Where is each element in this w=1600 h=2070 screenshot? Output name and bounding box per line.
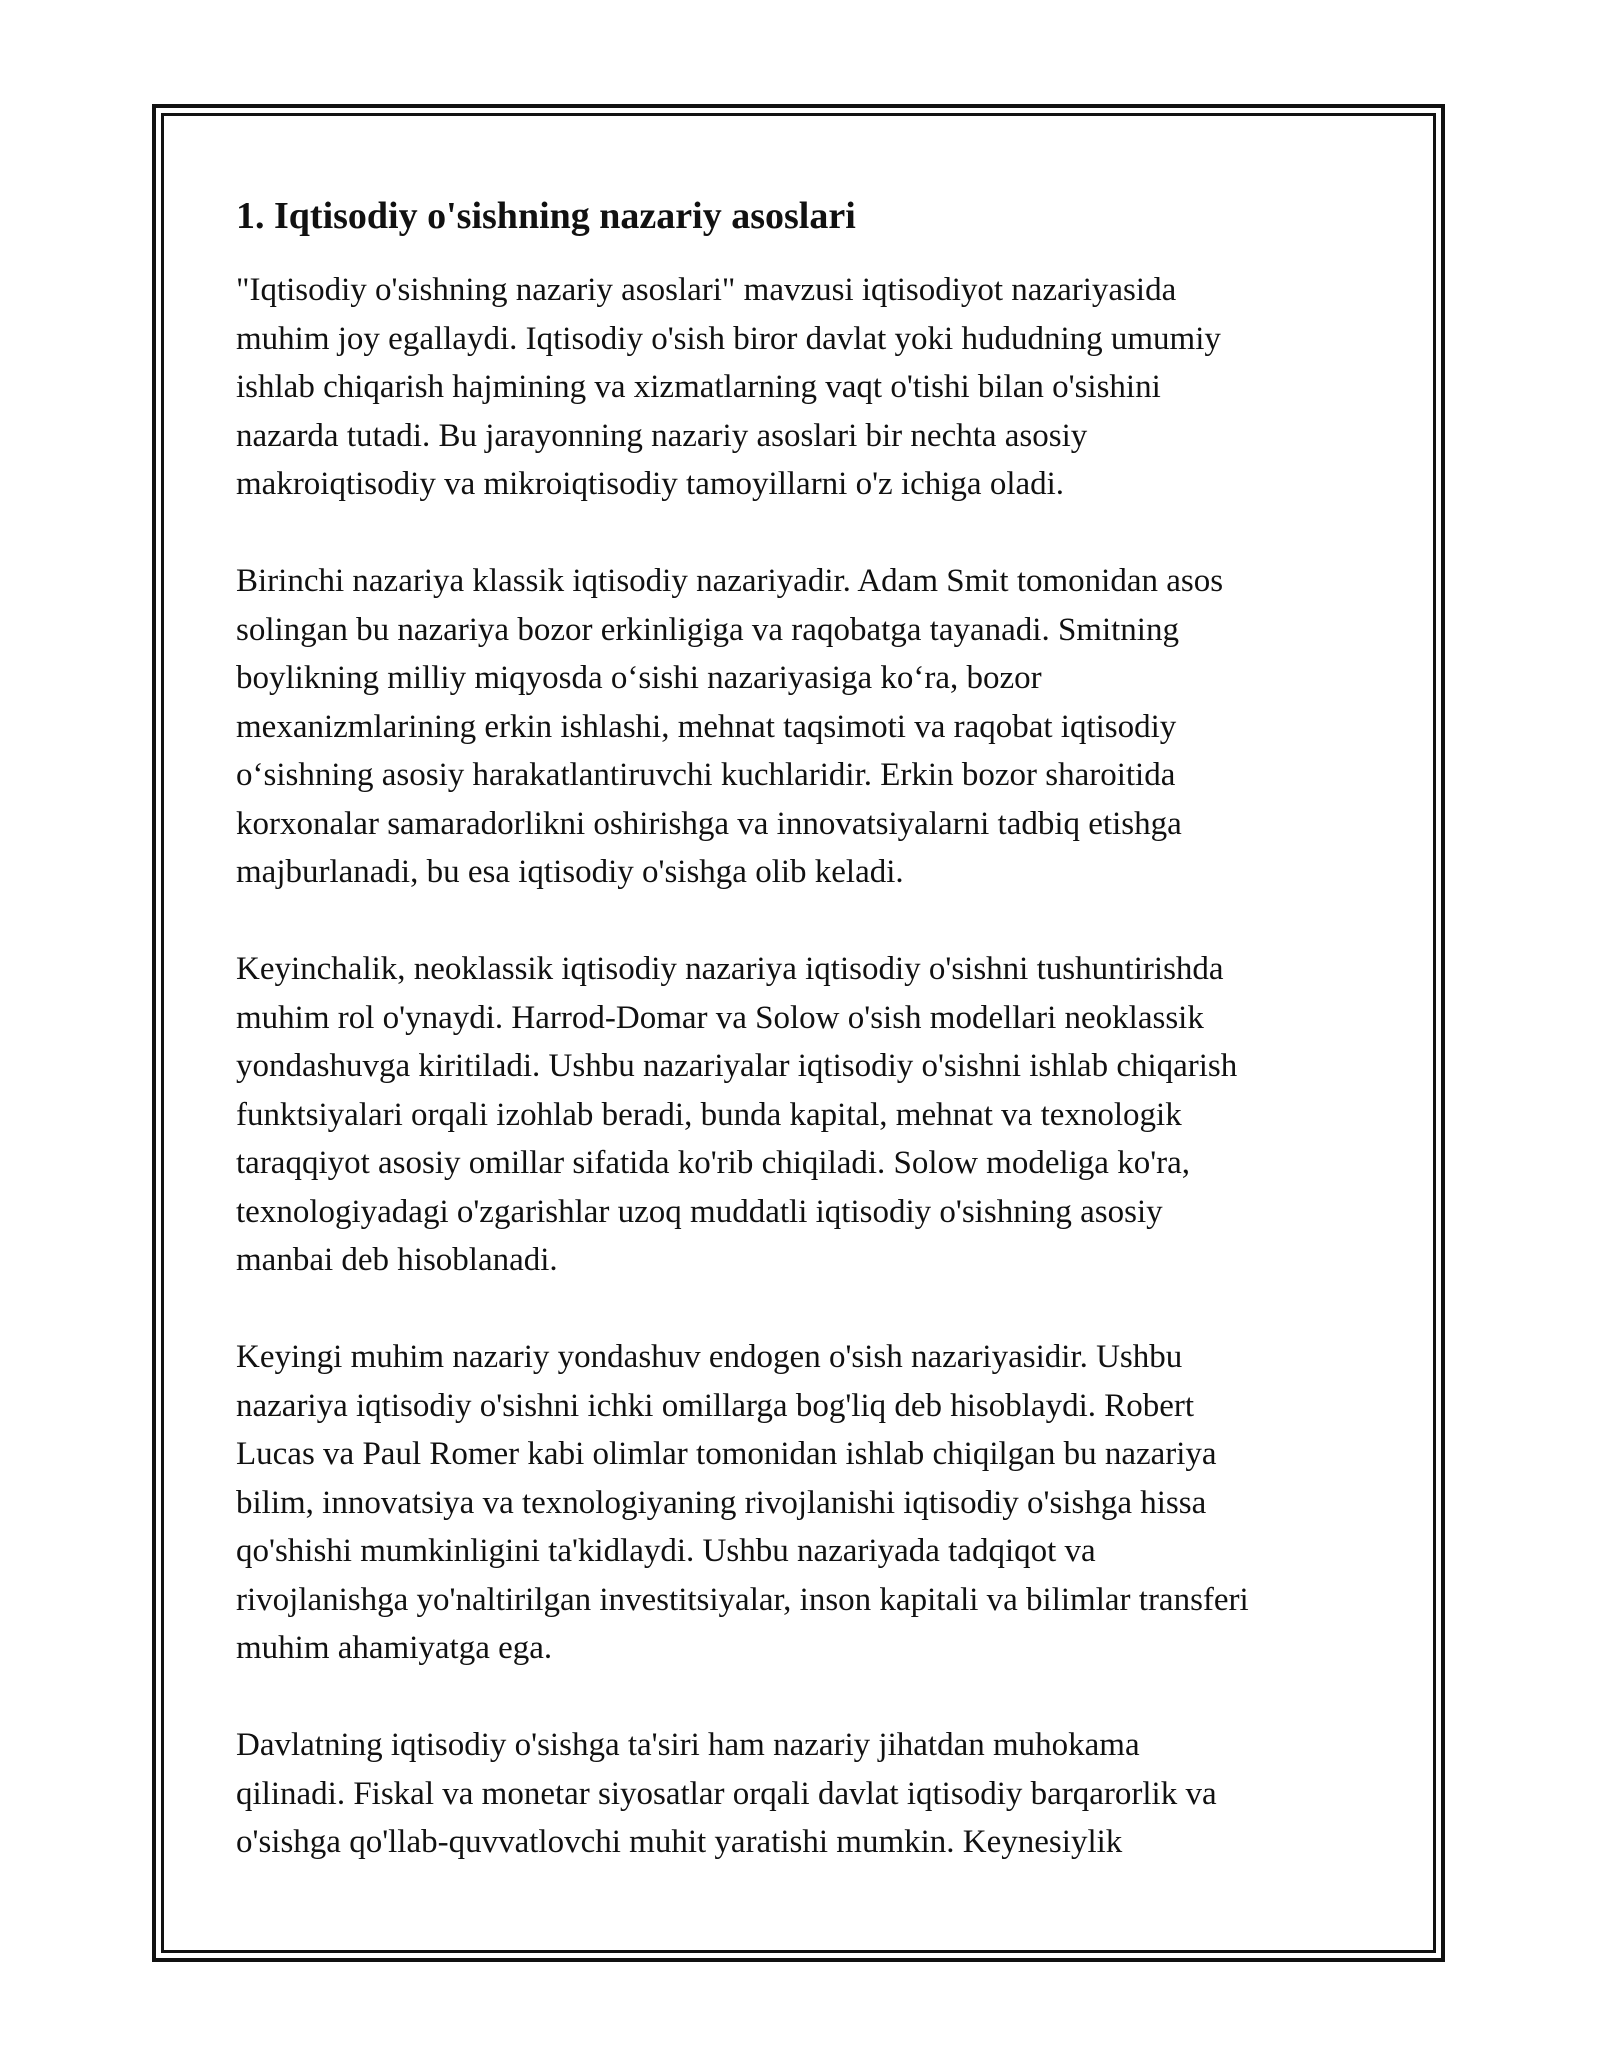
paragraph-intro: "Iqtisodiy o'sishning nazariy asoslari" mavzusi iqtisodiyot nazariyasida muhim joy egallaydi. Iqtisodiy o'sish biror davlat yoki hududning umumiy ishlab chiqarish hajmining va xizmatlarning vaqt o'tishi bilan o'sishini nazarda tutadi. Bu jarayonning nazariy asoslari bir nechta asosiy makroiqtisodiy va mikroiqtisodiy tamoyillarni o'z ichiga oladi. bbox=[236, 272, 1221, 502]
paragraph-classical-theory: Birinchi nazariya klassik iqtisodiy nazariyadir. Adam Smit tomonidan asos solingan bu nazariya bozor erkinligiga va raqobatga tayanadi. Smitning boylikning milliy miqyosda oʻsishi nazariyasiga koʻra, bozor mexanizmlarining erkin ishlashi, mehnat taqsimoti va raqobat iqtisodiy oʻsishning asosiy harakatlantiruvchi kuchlaridir. Erkin bozor sharoitida korxonalar samaradorlikni oshirishga va innovatsiyalarni tadbiq etishga majburlanadi, bu esa iqtisodiy o'sishga olib keladi. bbox=[236, 563, 1224, 890]
section-heading: 1. Iqtisodiy o'sishning nazariy asoslari bbox=[236, 195, 856, 237]
document-body bbox=[236, 186, 1366, 1915]
paragraph-neoclassical-theory: Keyinchalik, neoklassik iqtisodiy nazariya iqtisodiy o'sishni tushuntirishda muhim rol o'ynaydi. Harrod-Domar va Solow o'sish modellari neoklassik yondashuvga kiritiladi. Ushbu nazariyalar iqtisodiy o'sishni ishlab chiqarish funktsiyalari orqali izohlab beradi, bunda kapital, mehnat va texnologik taraqqiyot asosiy omillar sifatida ko'rib chiqiladi. Solow modeliga ko'ra, texnologiyadagi o'zgarishlar uzoq muddatli iqtisodiy o'sishning asosiy manbai deb hisoblanadi. bbox=[236, 951, 1238, 1278]
paragraph-endogenous-growth: Keyingi muhim nazariy yondashuv endogen o'sish nazariyasidir. Ushbu nazariya iqtisodiy o'sishni ichki omillarga bog'liq deb hisoblaydi. Robert Lucas va Paul Romer kabi olimlar tomonidan ishlab chiqilgan bu nazariya bilim, innovatsiya va texnologiyaning rivojlanishi iqtisodiy o'sishga hissa qo'shishi mumkinligini ta'kidlaydi. Ushbu nazariyada tadqiqot va rivojlanishga yo'naltirilgan investitsiyalar, inson kapitali va bilimlar transferi muhim ahamiyatga ega. bbox=[236, 1339, 1249, 1666]
paragraph-state-role: Davlatning iqtisodiy o'sishga ta'siri ham nazariy jihatdan muhokama qilinadi. Fiskal va monetar siyosatlar orqali davlat iqtisodiy barqarorlik va o'sishga qo'llab-quvvatlovchi muhit yaratishi mumkin. Keynesiylik bbox=[236, 1727, 1217, 1860]
